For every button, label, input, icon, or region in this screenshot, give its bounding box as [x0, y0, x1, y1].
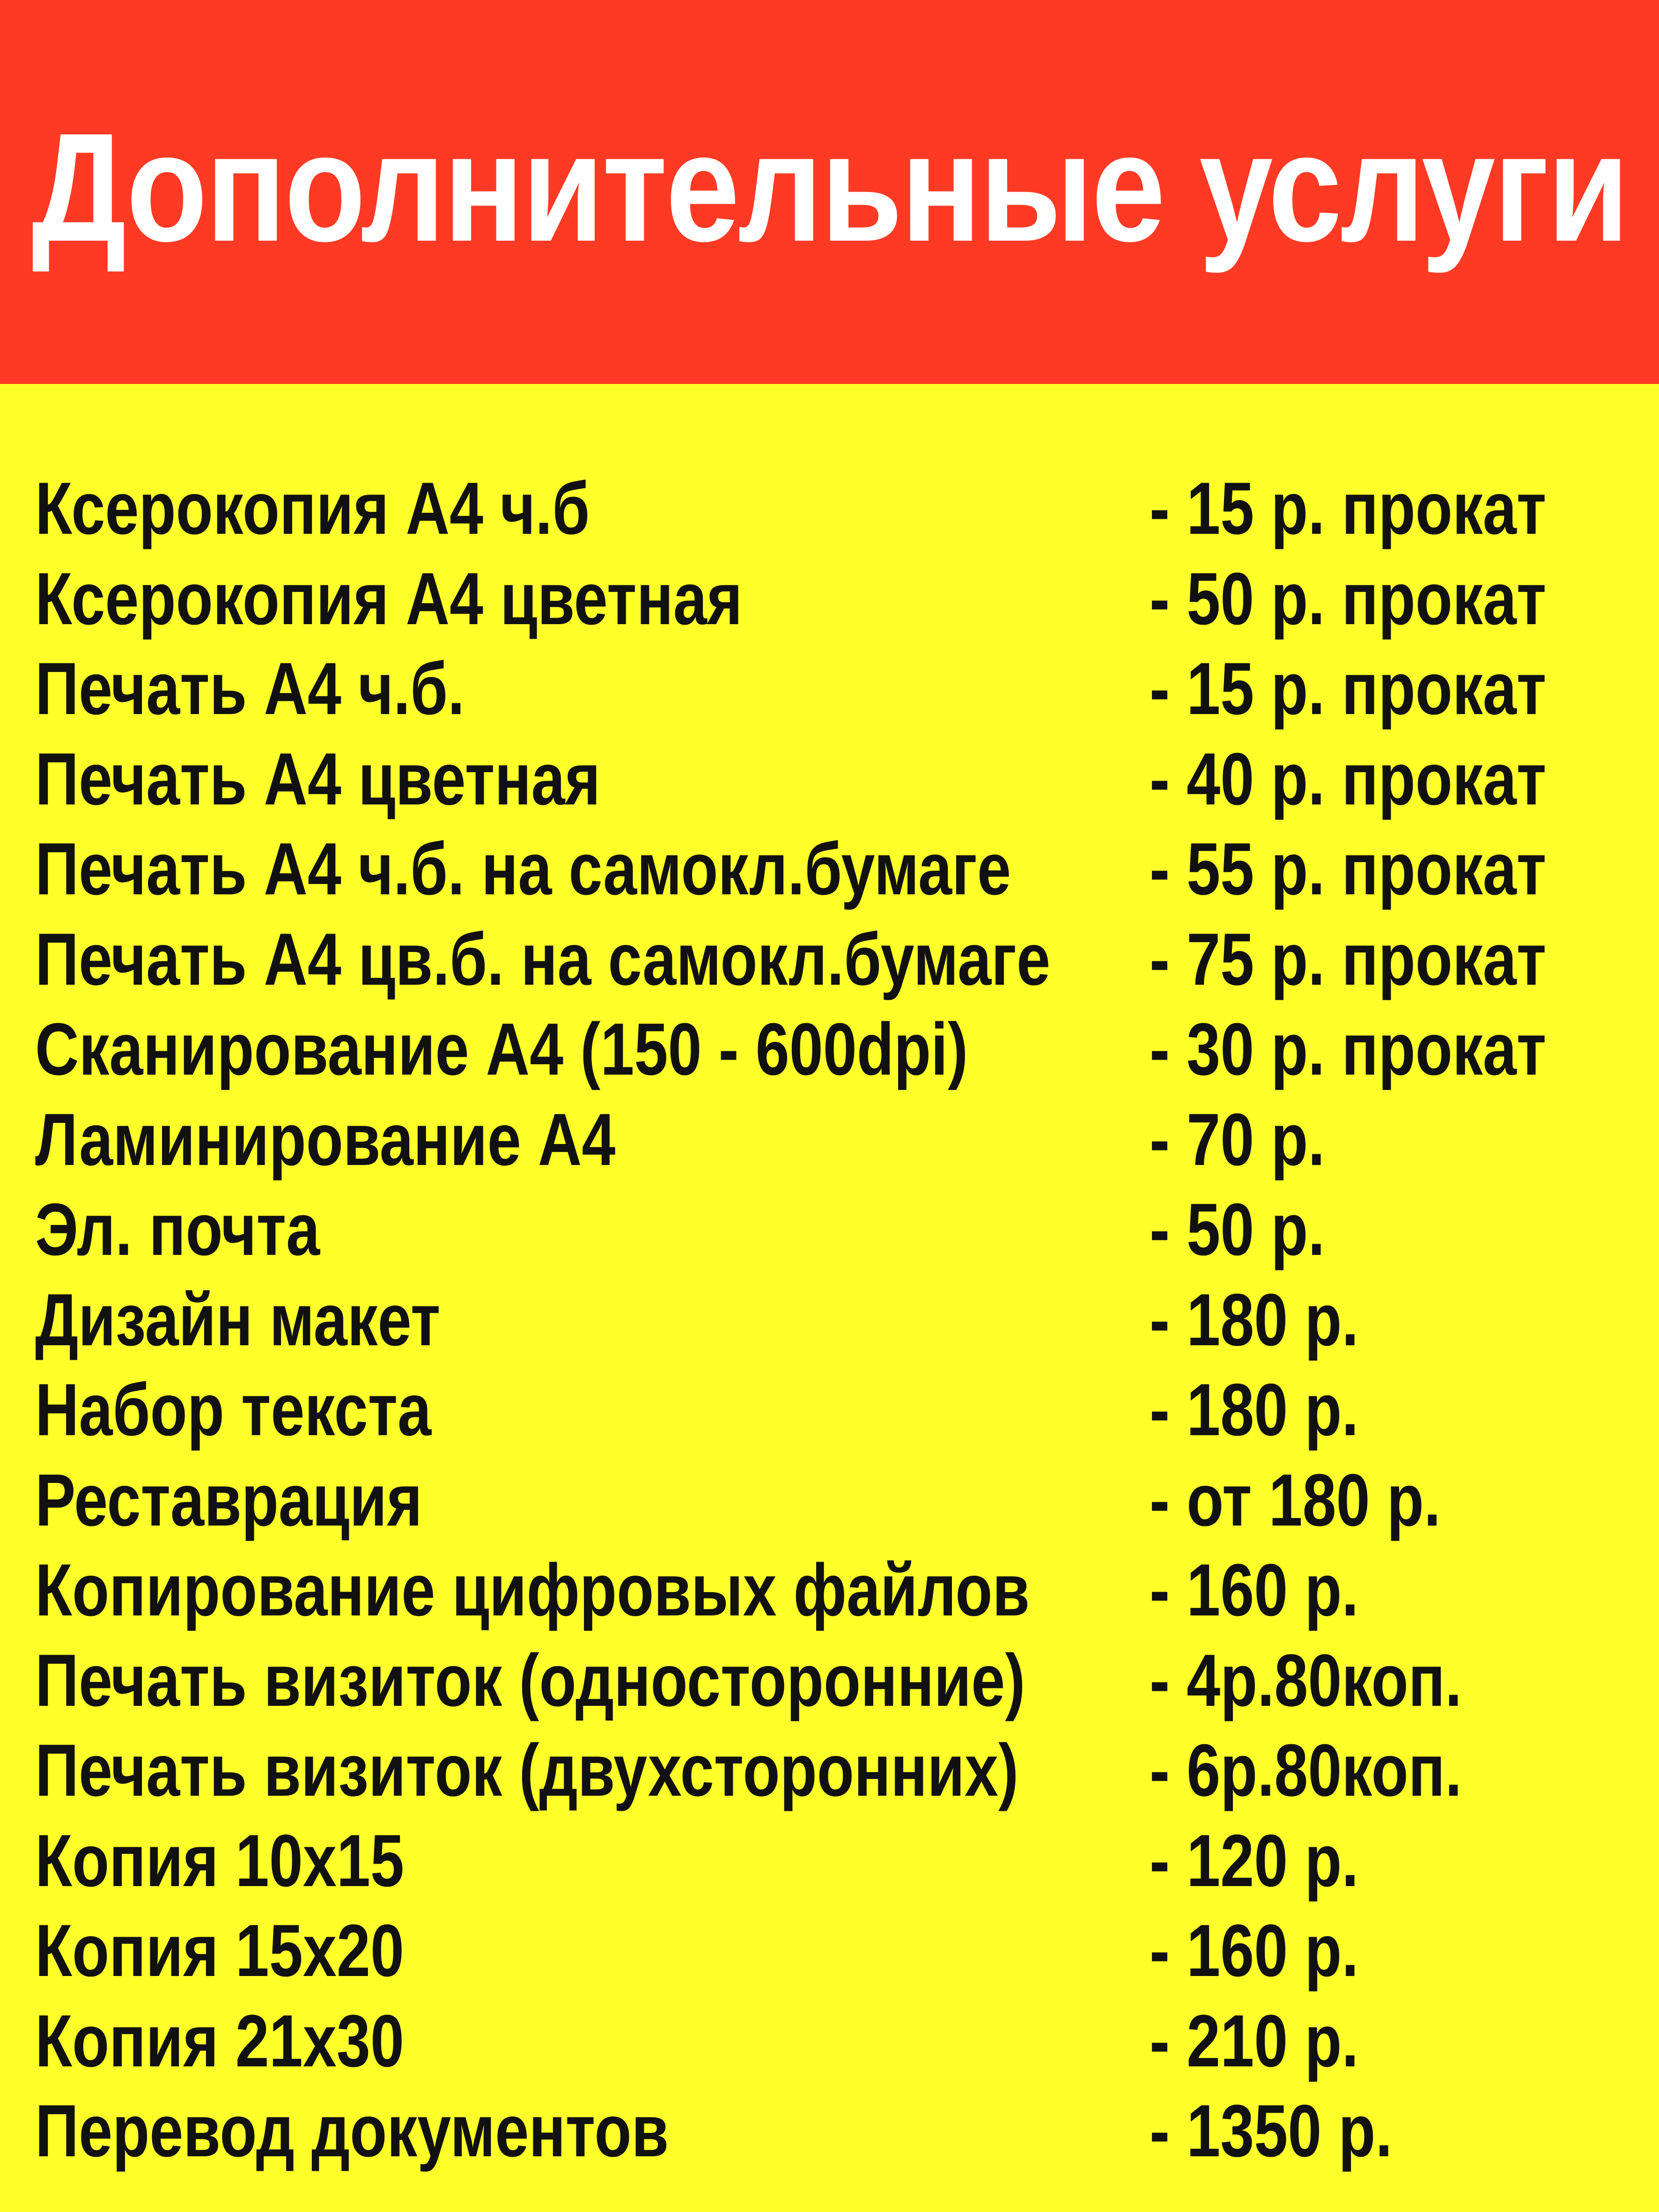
services-price-list [35, 464, 1627, 2176]
service-price: - 40 р. прокат [1150, 737, 1547, 820]
service-price: - 210 р. [1150, 1999, 1359, 2082]
service-name: Ламинирование А4 [35, 1098, 616, 1181]
service-price: - 55 р. прокат [1150, 828, 1547, 910]
service-name: Ксерокопия А4 ч.б [35, 467, 590, 550]
service-name: Печать А4 ч.б. [35, 648, 465, 730]
service-price: - 30 р. прокат [1150, 1008, 1547, 1091]
service-price: - 75 р. прокат [1150, 918, 1547, 1001]
service-price: - 15 р. прокат [1150, 467, 1547, 550]
service-price: - 70 р. [1150, 1098, 1325, 1181]
service-name: Копия 21х30 [35, 1999, 404, 2082]
service-row-print-bw-adhesive [35, 824, 1627, 914]
service-row-business-cards-single [35, 1636, 1627, 1726]
page-title: Дополнительные услуги [31, 101, 1628, 273]
service-row-scanning [35, 1004, 1627, 1095]
service-row-print-color-adhesive [35, 914, 1627, 1005]
service-name: Копия 15х20 [35, 1910, 404, 1992]
service-name: Реставрация [35, 1459, 422, 1541]
service-row-email [35, 1185, 1627, 1275]
service-price: - 120 р. [1150, 1819, 1359, 1902]
service-price: - 50 р. прокат [1150, 557, 1547, 640]
header-banner [0, 0, 1659, 384]
service-row-restoration [35, 1455, 1627, 1546]
service-row-lamination [35, 1095, 1627, 1185]
service-price: - 180 р. [1150, 1369, 1359, 1451]
service-row-photocopy-bw [35, 464, 1627, 554]
service-name: Копирование цифровых файлов [35, 1549, 1030, 1631]
service-price: - 50 р. [1150, 1188, 1325, 1271]
service-name: Ксерокопия А4 цветная [35, 557, 743, 640]
service-row-business-cards-double [35, 1725, 1627, 1816]
service-price: - 15 р. прокат [1150, 648, 1547, 730]
service-row-document-translation [35, 2086, 1627, 2176]
service-row-photocopy-color [35, 554, 1627, 644]
service-row-print-bw [35, 644, 1627, 734]
service-name: Печать визиток (двухсторонних) [35, 1729, 1019, 1812]
service-row-design-layout [35, 1275, 1627, 1365]
service-name: Печать А4 ч.б. на самокл.бумаге [35, 828, 1011, 910]
service-row-copy-21x30 [35, 1996, 1627, 2087]
service-name: Эл. почта [35, 1188, 320, 1271]
service-price: - 180 р. [1150, 1278, 1359, 1361]
service-row-copy-15x20 [35, 1906, 1627, 1996]
service-name: Набор текста [35, 1369, 432, 1451]
service-name: Копия 10х15 [35, 1819, 404, 1902]
service-price: - 6р.80коп. [1150, 1729, 1462, 1812]
service-price: - 1350 р. [1150, 2090, 1393, 2172]
service-name: Сканирование А4 (150 - 600dpi) [35, 1008, 968, 1091]
service-row-typing [35, 1365, 1627, 1455]
service-name: Печать А4 цветная [35, 737, 601, 820]
service-price: - от 180 р. [1150, 1459, 1441, 1541]
service-name: Перевод документов [35, 2090, 669, 2172]
service-price: - 4р.80коп. [1150, 1639, 1462, 1722]
service-row-copy-10x15 [35, 1816, 1627, 1906]
service-row-file-copying [35, 1545, 1627, 1636]
service-price: - 160 р. [1150, 1549, 1359, 1631]
service-row-print-color [35, 734, 1627, 825]
service-price: - 160 р. [1150, 1910, 1359, 1992]
service-name: Печать визиток (односторонние) [35, 1639, 1025, 1722]
service-name: Дизайн макет [35, 1278, 441, 1361]
service-name: Печать А4 цв.б. на самокл.бумаге [35, 918, 1051, 1001]
